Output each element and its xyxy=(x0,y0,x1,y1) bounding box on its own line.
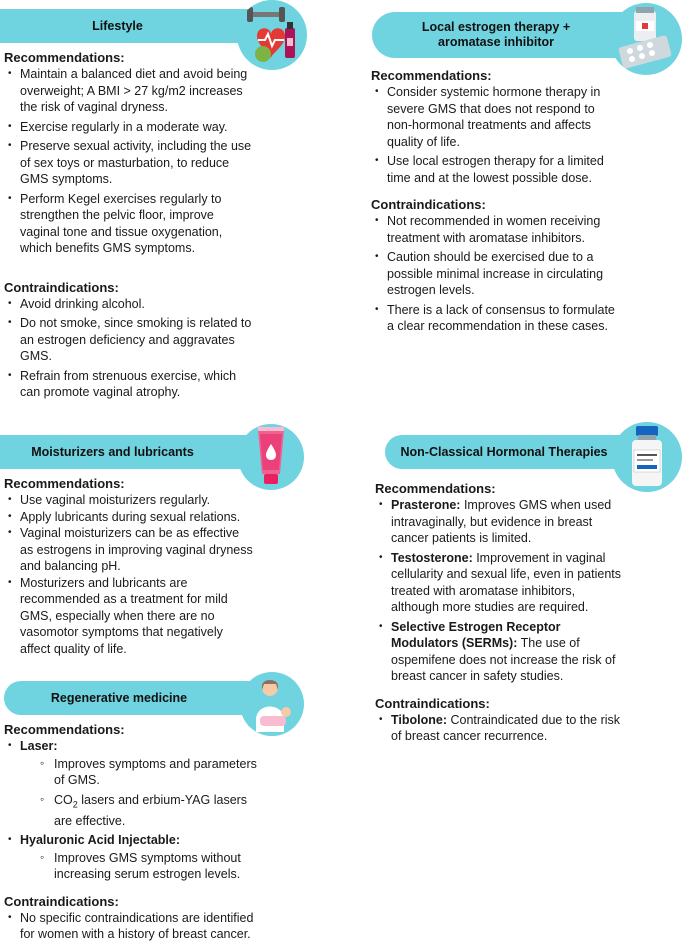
lifestyle-title: Lifestyle xyxy=(92,18,143,33)
list-item: • Refrain from strenuous exercise, which can promote vaginal atrophy. xyxy=(4,368,254,401)
item-text: lasers and erbium-YAG lasers are effective. xyxy=(54,792,248,828)
moisturizers-title: Moisturizers and lubricants xyxy=(31,444,194,459)
list-item: • There is a lack of consensus to formulate a clear recommendation in these cases. xyxy=(371,302,621,335)
list-item xyxy=(375,712,625,745)
item-text: Improvement in vaginal cellularity and sexual life, even in patients treated with aromatase inhibitors, although more studies are required. xyxy=(391,550,621,614)
list-item: ◦ Improves symptoms and parameters of GMS. xyxy=(20,756,259,789)
list-item: • Exercise regularly in a moderate way. xyxy=(4,119,254,136)
list-item: • Apply lubricants during sexual relations. xyxy=(4,509,254,526)
item-term: Prasterone: xyxy=(391,498,461,512)
list-item: • Perform Kegel exercises regularly to strengthen the pelvic floor, improve vaginal tone and tissue oxygenation, which benefits GMS symptoms. xyxy=(4,191,254,257)
lifestyle-rec-heading: Recommendations: xyxy=(4,50,125,65)
list-item: • Use vaginal moisturizers regularly. xyxy=(4,492,254,509)
lifestyle-section xyxy=(4,49,254,404)
local-estrogen-contra-heading: Contraindications: xyxy=(371,197,486,212)
local-estrogen-section xyxy=(371,67,621,338)
local-estrogen-rec-heading: Recommendations: xyxy=(371,68,492,83)
list-item: • No specific contraindications are identified for women with a history of breast cancer. xyxy=(4,910,259,943)
list-item: • Preserve sexual activity, including the use of sex toys or masturbation, to reduce GMS symptoms. xyxy=(4,138,254,188)
list-item xyxy=(375,619,625,685)
list-item xyxy=(375,550,625,616)
regenerative-contra-heading: Contraindications: xyxy=(4,893,119,909)
local-estrogen-contra-list xyxy=(371,213,621,335)
co2-text: CO xyxy=(54,792,73,807)
list-item xyxy=(4,738,259,829)
regenerative-rec-list xyxy=(4,738,259,883)
lifestyle-rec-list xyxy=(4,66,254,257)
regenerative-banner xyxy=(4,681,274,715)
non-classical-rec-list xyxy=(375,497,625,685)
lifestyle-banner xyxy=(0,9,275,43)
list-item: • Avoid drinking alcohol. xyxy=(4,296,254,313)
regenerative-contra-list xyxy=(4,910,259,943)
regenerative-section xyxy=(4,721,259,943)
moisturizers-banner xyxy=(0,435,275,469)
item-term: Testosterone: xyxy=(391,550,473,565)
list-item: • Mosturizers and lubricants are recommended as a treatment for mild GMS, especially when there are no vasomotor symptoms that negatively affect quality of life. xyxy=(4,575,254,658)
local-estrogen-rec-list xyxy=(371,84,621,186)
moisturizers-section xyxy=(4,475,254,657)
non-classical-section xyxy=(375,480,625,745)
list-item: ◦ Improves GMS symptoms without increasing serum estrogen levels. xyxy=(20,850,259,883)
list-item: • Maintain a balanced diet and avoid being overweight; A BMI > 27 kg/m2 increases the risk of vaginal dryness. xyxy=(4,66,254,116)
list-item: • Consider systemic hormone therapy in severe GMS that does not respond to non-hormonal treatments and affects quality of life. xyxy=(371,84,621,150)
hyaluronic-label: Hyaluronic Acid Injectable: xyxy=(20,833,180,847)
item-term: Selective Estrogen Receptor Modulators (SERMs): xyxy=(391,619,561,650)
non-classical-contra-heading: Contraindications: xyxy=(375,695,490,711)
list-item xyxy=(4,832,259,883)
lifestyle-contra-heading: Contraindications: xyxy=(4,279,119,295)
list-item: • Vaginal moisturizers can be as effective as estrogens in improving vaginal dryness and balancing pH. xyxy=(4,525,254,575)
list-item: • Do not smoke, since smoking is related to an estrogen deficiency and aggravates GMS. xyxy=(4,315,254,365)
item-term: Tibolone: xyxy=(391,712,448,727)
local-estrogen-title: Local estrogen therapy + aromatase inhibitor xyxy=(421,20,571,49)
non-classical-title: Non-Classical Hormonal Therapies xyxy=(400,444,608,459)
list-item xyxy=(20,792,259,830)
non-classical-rec-heading: Recommendations: xyxy=(375,481,496,496)
laser-label: Laser: xyxy=(20,739,58,753)
regenerative-title: Regenerative medicine xyxy=(50,690,188,705)
lifestyle-contra-list xyxy=(4,296,254,401)
item-text: Improves GMS when used intravaginally, but evidence in breast cancer patients is limited. xyxy=(391,498,612,545)
item-text: Contraindicated due to the risk of breast cancer recurrence. xyxy=(391,712,621,743)
moisturizers-rec-list xyxy=(4,492,254,657)
co2-sub: 2 xyxy=(72,799,78,809)
item-text: The use of ospemifene does not increase the risk of breast cancer in safety studies. xyxy=(391,636,616,683)
list-item: • Caution should be exercised due to a possible minimal increase in circulating estrogen levels. xyxy=(371,249,621,299)
pill-vial-icon xyxy=(610,3,682,75)
list-item: • Not recommended in women receiving treatment with aromatase inhibitors. xyxy=(371,213,621,246)
regenerative-rec-heading: Recommendations: xyxy=(4,722,125,737)
laser-sublist xyxy=(20,756,259,830)
moisturizers-rec-heading: Recommendations: xyxy=(4,476,125,491)
non-classical-contra-list xyxy=(375,712,625,745)
list-item: • Use local estrogen therapy for a limited time and at the lowest possible dose. xyxy=(371,153,621,186)
hyaluronic-sublist xyxy=(20,850,259,883)
list-item xyxy=(375,497,625,547)
